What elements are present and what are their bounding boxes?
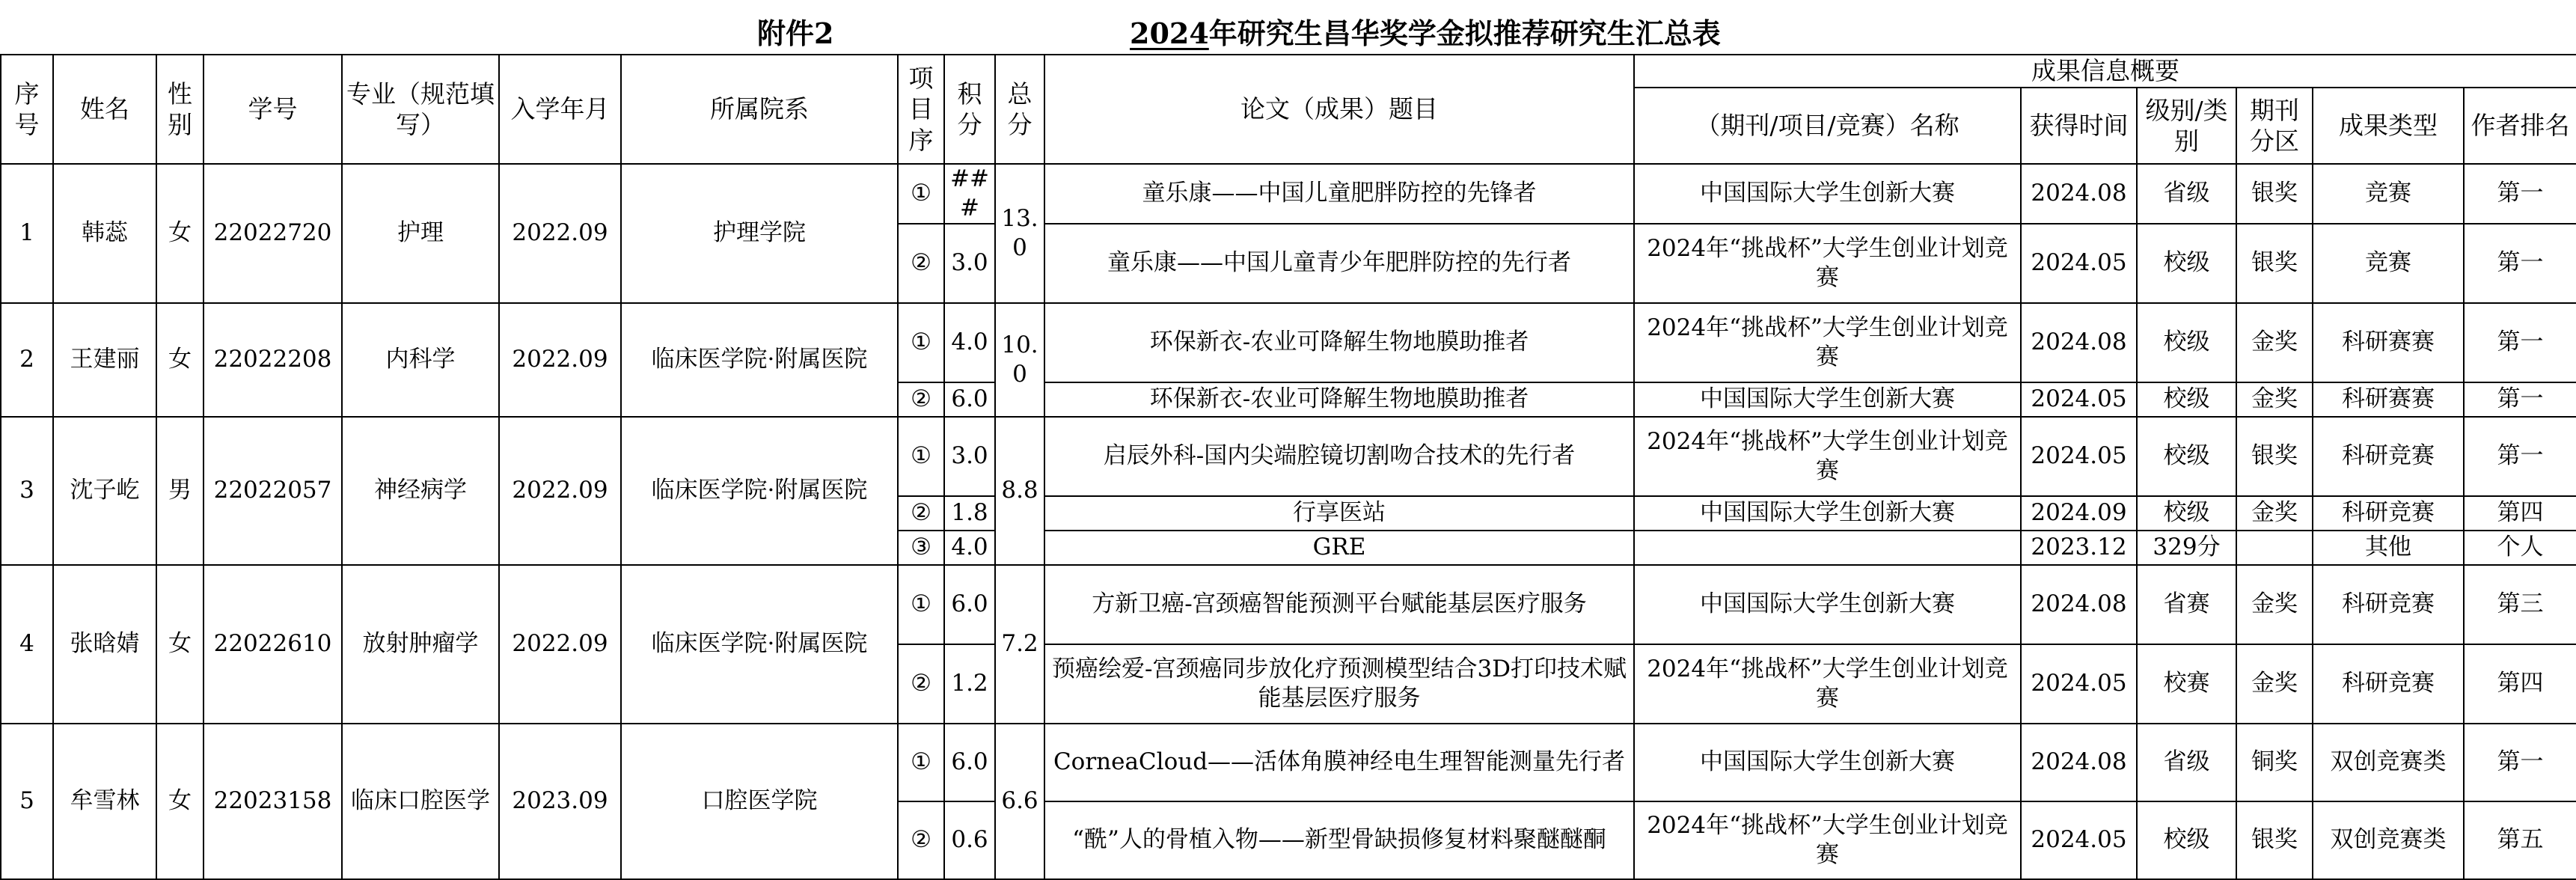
cell-seq: 1	[1, 164, 53, 303]
cell-paper: GRE	[1044, 531, 1634, 565]
cell-paper: 行享医站	[1044, 496, 1634, 531]
cell-item-no: ②	[898, 382, 944, 417]
cell-paper: “酰”人的骨植入物——新型骨缺损修复材料聚醚醚酮	[1044, 801, 1634, 879]
title-text: 年研究生昌华奖学金拟推荐研究生汇总表	[1208, 16, 1721, 50]
cell-venue: 2024年“挑战杯”大学生创业计划竞赛	[1634, 801, 2021, 879]
cell-level: 省级	[2137, 164, 2236, 224]
col-dept: 所属院系	[621, 55, 898, 164]
cell-total: 8.8	[995, 417, 1044, 565]
cell-item-no: ①	[898, 303, 944, 382]
col-venue: （期刊/项目/竞赛）名称	[1634, 88, 2021, 164]
cell-paper: 童乐康——中国儿童肥胖防控的先锋者	[1044, 164, 1634, 224]
cell-points: 6.0	[944, 382, 995, 417]
cell-student-id: 22023158	[204, 724, 342, 879]
cell-type: 科研赛赛	[2313, 382, 2464, 417]
col-name: 姓名	[53, 55, 156, 164]
cell-level: 省赛	[2137, 565, 2236, 644]
cell-points: 1.2	[944, 644, 995, 724]
cell-rank: 第一	[2464, 164, 2576, 224]
col-paper: 论文（成果）题目	[1044, 55, 1634, 164]
col-date: 获得时间	[2021, 88, 2137, 164]
annex-label: 附件2	[757, 16, 834, 50]
cell-item-no: ②	[898, 224, 944, 303]
cell-type: 双创竞赛类	[2313, 801, 2464, 879]
col-enroll: 入学年月	[499, 55, 621, 164]
table-row	[1, 164, 2576, 224]
cell-date: 2024.08	[2021, 303, 2137, 382]
cell-name: 牟雪林	[53, 724, 156, 879]
cell-points: ###	[944, 164, 995, 224]
cell-tier: 金奖	[2236, 644, 2313, 724]
cell-major: 临床口腔医学	[342, 724, 499, 879]
cell-level: 校级	[2137, 801, 2236, 879]
cell-venue: 中国国际大学生创新大赛	[1634, 724, 2021, 801]
cell-date: 2024.08	[2021, 164, 2137, 224]
cell-dept: 口腔医学院	[621, 724, 898, 879]
cell-student-id: 22022057	[204, 417, 342, 565]
cell-tier: 银奖	[2236, 801, 2313, 879]
cell-rank: 第一	[2464, 724, 2576, 801]
cell-name: 沈子屹	[53, 417, 156, 565]
cell-level: 校赛	[2137, 644, 2236, 724]
cell-level: 329分	[2137, 531, 2236, 565]
cell-tier: 银奖	[2236, 417, 2313, 496]
col-student-id: 学号	[204, 55, 342, 164]
cell-date: 2024.08	[2021, 565, 2137, 644]
cell-seq: 3	[1, 417, 53, 565]
cell-gender: 女	[156, 303, 204, 417]
title-row	[0, 0, 2576, 54]
cell-venue: 中国国际大学生创新大赛	[1634, 382, 2021, 417]
cell-venue: 2024年“挑战杯”大学生创业计划竞赛	[1634, 644, 2021, 724]
cell-item-no: ②	[898, 496, 944, 531]
cell-item-no: ①	[898, 164, 944, 224]
cell-tier: 金奖	[2236, 382, 2313, 417]
page-title	[1130, 10, 1721, 52]
cell-paper: 环保新衣-农业可降解生物地膜助推者	[1044, 382, 1634, 417]
col-total: 总分	[995, 55, 1044, 164]
cell-paper: CorneaCloud——活体角膜神经电生理智能测量先行者	[1044, 724, 1634, 801]
cell-seq: 4	[1, 565, 53, 724]
table-row	[1, 565, 2576, 644]
cell-date: 2024.05	[2021, 644, 2137, 724]
cell-tier	[2236, 531, 2313, 565]
cell-dept: 临床医学院·附属医院	[621, 565, 898, 724]
col-tier: 期刊分区	[2236, 88, 2313, 164]
cell-item-no: ③	[898, 531, 944, 565]
cell-paper: 童乐康——中国儿童青少年肥胖防控的先行者	[1044, 224, 1634, 303]
cell-points: 6.0	[944, 724, 995, 801]
col-rank: 作者排名	[2464, 88, 2576, 164]
cell-points: 4.0	[944, 303, 995, 382]
col-gender: 性别	[156, 55, 204, 164]
cell-tier: 金奖	[2236, 496, 2313, 531]
cell-major: 放射肿瘤学	[342, 565, 499, 724]
cell-dept: 护理学院	[621, 164, 898, 303]
cell-date: 2024.05	[2021, 417, 2137, 496]
table-header	[1, 55, 2576, 164]
summary-table	[0, 54, 2576, 880]
cell-dept: 临床医学院·附属医院	[621, 303, 898, 417]
cell-seq: 5	[1, 724, 53, 879]
cell-venue: 2024年“挑战杯”大学生创业计划竞赛	[1634, 303, 2021, 382]
cell-level: 校级	[2137, 303, 2236, 382]
col-type: 成果类型	[2313, 88, 2464, 164]
cell-item-no: ②	[898, 801, 944, 879]
cell-student-id: 22022208	[204, 303, 342, 417]
cell-date: 2024.05	[2021, 382, 2137, 417]
cell-tier: 铜奖	[2236, 724, 2313, 801]
cell-gender: 女	[156, 565, 204, 724]
cell-date: 2024.05	[2021, 801, 2137, 879]
cell-enroll: 2022.09	[499, 565, 621, 724]
cell-points: 4.0	[944, 531, 995, 565]
col-points: 积分	[944, 55, 995, 164]
cell-points: 3.0	[944, 224, 995, 303]
cell-total: 7.2	[995, 565, 1044, 724]
cell-points: 0.6	[944, 801, 995, 879]
cell-tier: 银奖	[2236, 224, 2313, 303]
table-row	[1, 724, 2576, 801]
cell-level: 校级	[2137, 496, 2236, 531]
cell-venue: 2024年“挑战杯”大学生创业计划竞赛	[1634, 417, 2021, 496]
col-major: 专业（规范填写）	[342, 55, 499, 164]
cell-total: 13.0	[995, 164, 1044, 303]
cell-tier: 金奖	[2236, 303, 2313, 382]
col-group-summary: 成果信息概要	[1634, 55, 2576, 88]
cell-item-no: ①	[898, 565, 944, 644]
cell-paper: 方新卫癌-宫颈癌智能预测平台赋能基层医疗服务	[1044, 565, 1634, 644]
cell-paper: 启辰外科-国内尖端腔镜切割吻合技术的先行者	[1044, 417, 1634, 496]
cell-name: 张晗婧	[53, 565, 156, 724]
cell-date: 2024.05	[2021, 224, 2137, 303]
cell-venue	[1634, 531, 2021, 565]
cell-level: 校级	[2137, 382, 2236, 417]
cell-paper: 环保新衣-农业可降解生物地膜助推者	[1044, 303, 1634, 382]
cell-date: 2024.09	[2021, 496, 2137, 531]
cell-student-id: 22022610	[204, 565, 342, 724]
col-item: 项目序	[898, 55, 944, 164]
cell-dept: 临床医学院·附属医院	[621, 417, 898, 565]
col-level: 级别/类别	[2137, 88, 2236, 164]
cell-date: 2023.12	[2021, 531, 2137, 565]
cell-tier: 金奖	[2236, 565, 2313, 644]
cell-level: 省级	[2137, 724, 2236, 801]
cell-item-no: ②	[898, 644, 944, 724]
cell-points: 3.0	[944, 417, 995, 496]
table-row	[1, 417, 2576, 496]
cell-rank: 第四	[2464, 496, 2576, 531]
cell-rank: 第三	[2464, 565, 2576, 644]
cell-major: 护理	[342, 164, 499, 303]
cell-rank: 第一	[2464, 303, 2576, 382]
cell-type: 竞赛	[2313, 224, 2464, 303]
cell-item-no: ①	[898, 724, 944, 801]
cell-rank: 第五	[2464, 801, 2576, 879]
cell-rank: 第四	[2464, 644, 2576, 724]
cell-rank: 第一	[2464, 417, 2576, 496]
cell-type: 科研赛赛	[2313, 303, 2464, 382]
title-year: 2024	[1130, 16, 1209, 50]
cell-seq: 2	[1, 303, 53, 417]
cell-rank: 第一	[2464, 382, 2576, 417]
cell-points: 1.8	[944, 496, 995, 531]
cell-venue: 2024年“挑战杯”大学生创业计划竞赛	[1634, 224, 2021, 303]
table-body	[1, 164, 2576, 879]
cell-level: 校级	[2137, 417, 2236, 496]
cell-item-no: ①	[898, 417, 944, 496]
cell-type: 双创竞赛类	[2313, 724, 2464, 801]
cell-type: 竞赛	[2313, 164, 2464, 224]
cell-name: 王建丽	[53, 303, 156, 417]
cell-tier: 银奖	[2236, 164, 2313, 224]
cell-total: 6.6	[995, 724, 1044, 879]
cell-enroll: 2022.09	[499, 303, 621, 417]
cell-date: 2024.08	[2021, 724, 2137, 801]
cell-level: 校级	[2137, 224, 2236, 303]
cell-type: 科研竞赛	[2313, 496, 2464, 531]
cell-type: 科研竞赛	[2313, 565, 2464, 644]
cell-total: 10.0	[995, 303, 1044, 417]
cell-venue: 中国国际大学生创新大赛	[1634, 496, 2021, 531]
cell-enroll: 2022.09	[499, 164, 621, 303]
cell-rank: 第一	[2464, 224, 2576, 303]
cell-major: 神经病学	[342, 417, 499, 565]
cell-gender: 女	[156, 164, 204, 303]
cell-venue: 中国国际大学生创新大赛	[1634, 565, 2021, 644]
cell-student-id: 22022720	[204, 164, 342, 303]
cell-major: 内科学	[342, 303, 499, 417]
col-seq: 序号	[1, 55, 53, 164]
cell-gender: 女	[156, 724, 204, 879]
cell-type: 科研竞赛	[2313, 417, 2464, 496]
cell-type: 科研竞赛	[2313, 644, 2464, 724]
cell-rank: 个人	[2464, 531, 2576, 565]
cell-gender: 男	[156, 417, 204, 565]
cell-name: 韩蕊	[53, 164, 156, 303]
cell-points: 6.0	[944, 565, 995, 644]
cell-venue: 中国国际大学生创新大赛	[1634, 164, 2021, 224]
cell-enroll: 2022.09	[499, 417, 621, 565]
table-row	[1, 303, 2576, 382]
cell-paper: 预癌绘爱-宫颈癌同步放化疗预测模型结合3D打印技术赋能基层医疗服务	[1044, 644, 1634, 724]
cell-enroll: 2023.09	[499, 724, 621, 879]
cell-type: 其他	[2313, 531, 2464, 565]
